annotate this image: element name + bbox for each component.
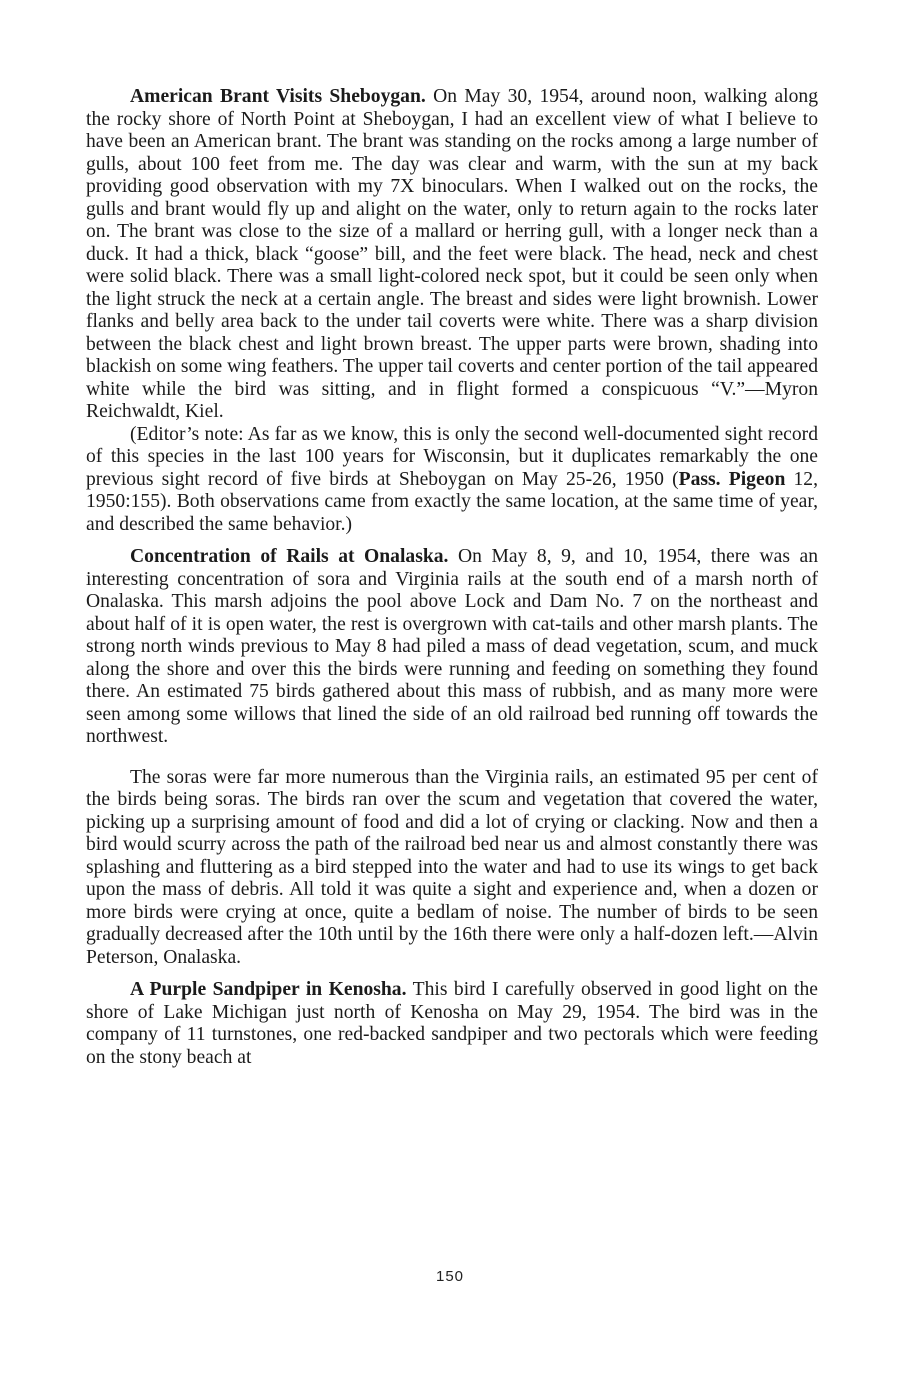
article-body-sandpiper: This bird I carefully observed in good light on the shore of Lake Michigan just north of Kenosha on May 29, 1954. The bird was in the company of 11 turnstones, one red-backed sandpiper and two pectorals which were feeding on the stony beach at [86,979,818,1068]
article-body-brant: On May 30, 1954, around noon, walking along the rocky shore of North Point at Sheboygan, I had an excellent view of what I believe to have been an American brant. The brant was standing on the rocks among a large number of gulls, about 100 feet from me. The day was clear and warm, with the sun at my back providing good observation with my 7X binoculars. When I walked out on the rocks, the gulls and brant would fly up and alight on the water, only to return again to the rocks later on. The brant was close to the size of a mallard or herring gull, with a longer neck than a duck. It had a thick, black “goose” bill, and the feet were black. The head, neck and chest were solid black. There was a small light-colored neck spot, but it could be seen only when the light struck the neck at a certain angle. The breast and sides were light brownish. Lower flanks and belly area back to the under tail coverts were white. There was a sharp division between the black chest and light brown breast. The upper parts were brown, shading into blackish on some wing feathers. The upper tail coverts and center portion of the tail appeared white while the bird was sitting, and in flight formed a conspicuous “V.”—Myron Reichwaldt, Kiel. [86,86,819,422]
page-body [86,86,818,1069]
paragraph-editor-note [86,424,818,537]
article-heading-brant: American Brant Visits Sheboygan. [130,86,426,107]
paragraph-rails [86,546,818,749]
paragraph-soras [86,767,818,970]
editor-note-text-start: (Editor’s note: As far as we know, this is only the second well-documented sight record of this species in the last 100 years for Wisconsin, but it duplicates remarkably the one previous sight record of five birds at Sheboygan on May 25-26, 1950 ( [86,423,818,490]
article-heading-rails: Concentration of Rails at Onalaska. [130,546,449,567]
editor-note-journal: Pass. Pigeon [678,468,786,490]
article-body-soras: The soras were far more numerous than the Virginia rails, an estimated 95 per cent of the birds being soras. The birds ran over the scum and vegetation that covered the water, picking up a surprising amount of food and did a lot of crying or clacking. Now and then a bird would scurry across the path of the railroad bed near us and almost constantly there was splashing and fluttering as a bird stepped into the water and had to use its wings to get back upon the mass of debris. All told it was quite a sight and experience and, when a dozen or more birds were crying at once, quite a bedlam of noise. The number of birds to be seen gradually decreased after the 10th until by the 16th there were only a half-dozen left.—Alvin Peterson, Onalaska. [86,766,818,968]
paragraph-brant [86,86,818,424]
article-body-rails: On May 8, 9, and 10, 1954, there was an interesting concentration of sora and Virginia rails at the south end of a marsh north of Onalaska. This marsh adjoins the pool above Lock and Dam No. 7 on the northeast and about half of it is open water, the rest is overgrown with cat-tails and other marsh plants. The strong north winds previous to May 8 had piled a mass of dead vegetation, scum, and muck along the shore and over this the birds were running and feeding on something they found there. An estimated 75 birds gathered about this mass of rubbish, and as many more were seen among some willows that lined the side of an old railroad bed running off towards the northwest. [86,546,818,747]
page-number: 150 [435,1268,465,1285]
editor-note-text-end: 12, 1950:155). Both observations came from exactly the same location, at the same time of year, and described the same behavior.) [86,468,819,535]
paragraph-sandpiper [86,979,818,1069]
article-heading-sandpiper: A Purple Sandpiper in Kenosha. [130,979,407,1000]
